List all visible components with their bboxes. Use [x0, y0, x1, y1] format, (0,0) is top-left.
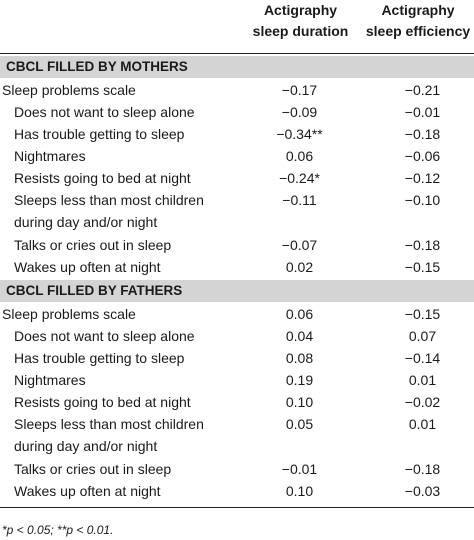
bottom-rule: [0, 507, 474, 508]
row-label: Sleep problems scale: [2, 306, 136, 322]
section-header-mothers: [0, 56, 474, 78]
cell-duration: −0.11: [282, 192, 317, 208]
row-label: Nightmares: [14, 148, 86, 164]
row-label: Sleep problems scale: [2, 82, 136, 98]
cell-efficiency: −0.02: [404, 394, 441, 410]
cell-duration: 0.08: [285, 350, 314, 366]
row-label: Sleeps less than most children: [14, 192, 204, 208]
cell-duration: 0.10: [285, 483, 314, 499]
cell-duration: 0.05: [285, 416, 314, 432]
column-header-line: sleep efficiency: [365, 23, 471, 39]
cell-efficiency: 0.01: [408, 372, 437, 388]
cell-duration: 0.10: [285, 394, 314, 410]
cell-efficiency: −0.18: [404, 461, 441, 477]
row-label: Does not want to sleep alone: [14, 104, 195, 120]
row-label: Has trouble getting to sleep: [14, 350, 185, 366]
cell-duration: −0.09: [281, 104, 318, 120]
cell-efficiency: −0.14: [404, 350, 441, 366]
cell-efficiency: 0.01: [408, 416, 437, 432]
cell-efficiency: 0.07: [408, 328, 437, 344]
cell-duration: 0.19: [285, 372, 314, 388]
row-label: Resists going to bed at night: [14, 170, 191, 186]
row-label: Nightmares: [14, 372, 86, 388]
table-row: [0, 413, 474, 457]
section-header-fathers: [0, 280, 474, 302]
row-label: Sleeps less than most children: [14, 416, 204, 432]
section-title: CBCL FILLED BY FATHERS: [6, 283, 183, 298]
header-rule: [0, 53, 474, 54]
cell-duration: 0.06: [285, 306, 314, 322]
cell-efficiency: −0.15: [404, 306, 441, 322]
column-header-line: Actigraphy: [263, 2, 338, 18]
row-label: Does not want to sleep alone: [14, 328, 195, 344]
cell-efficiency: −0.18: [404, 126, 441, 142]
column-header-sleep-duration: [243, 0, 358, 42]
row-label: Resists going to bed at night: [14, 394, 191, 410]
cell-efficiency: −0.18: [404, 237, 441, 253]
row-label: Talks or cries out in sleep: [14, 237, 172, 253]
row-label: Wakes up often at night: [14, 483, 161, 499]
section-title: CBCL FILLED BY MOTHERS: [6, 59, 188, 74]
table-row: [0, 189, 474, 233]
cell-efficiency: −0.03: [404, 483, 441, 499]
cell-efficiency: −0.12: [404, 170, 441, 186]
cell-duration: −0.24*: [279, 170, 320, 186]
column-header-line: Actigraphy: [381, 2, 455, 18]
row-label-continuation: during day and/or night: [14, 438, 158, 454]
cell-duration: 0.06: [285, 148, 314, 164]
cell-efficiency: −0.10: [404, 192, 441, 208]
row-label: Wakes up often at night: [14, 259, 161, 275]
row-label: Talks or cries out in sleep: [14, 461, 172, 477]
row-label-continuation: during day and/or night: [14, 214, 158, 230]
footnote: *p < 0.05; **p < 0.01.: [2, 523, 114, 537]
cell-efficiency: −0.21: [404, 82, 441, 98]
cell-efficiency: −0.06: [404, 148, 441, 164]
cell-efficiency: −0.01: [404, 104, 441, 120]
row-label: Has trouble getting to sleep: [14, 126, 185, 142]
column-header-line: sleep duration: [252, 23, 349, 39]
cell-duration: −0.34**: [276, 126, 323, 142]
cell-duration: −0.01: [281, 461, 318, 477]
cell-duration: 0.04: [285, 328, 314, 344]
column-header-sleep-efficiency: [362, 0, 474, 42]
column-header-row: [0, 0, 474, 50]
cell-duration: 0.02: [285, 259, 314, 275]
cell-duration: −0.07: [281, 237, 318, 253]
cell-duration: −0.17: [281, 82, 318, 98]
cell-efficiency: −0.15: [404, 259, 441, 275]
